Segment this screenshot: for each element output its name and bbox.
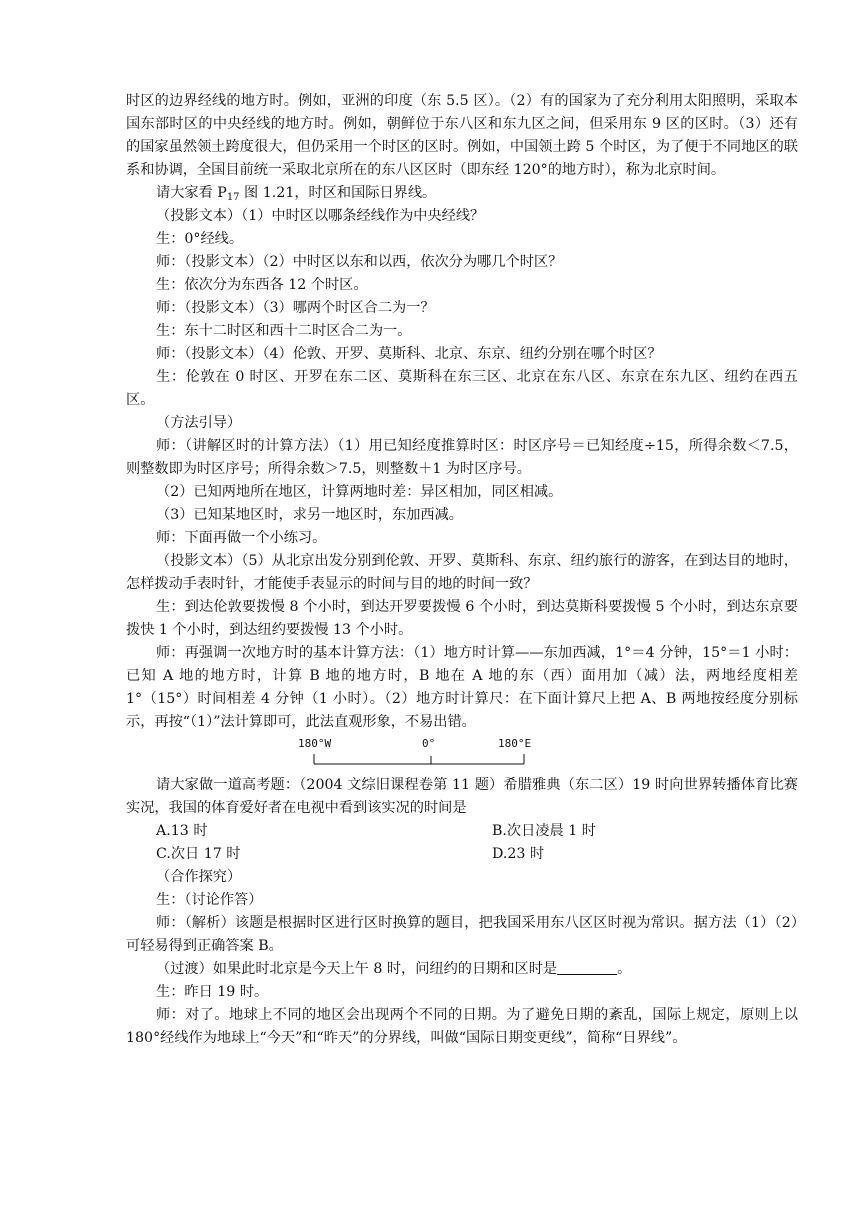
- line: 师：（投影文本）（2）中时区以东和以西，依次分为哪几个时区？: [156, 254, 563, 270]
- page-subscript: 17: [226, 192, 240, 203]
- line: （投影文本）（1）中时区以哪条经线作为中央经线？: [156, 208, 485, 224]
- paragraph-figure-ref: [126, 182, 798, 205]
- scale-label-180w: 180°W: [298, 737, 332, 750]
- transition-line: [126, 958, 798, 981]
- line: 生：伦敦在 0 时区、开罗在东二区、莫斯科在东三区、北京在东八区、东京在东九区、纽约在西五区。: [126, 369, 798, 408]
- line: 生：到达伦敦要拨慢 8 个小时，到达开罗要拨慢 6 个小时，到达莫斯科要拨慢 5 个小时，到达东京要拨快 1 个小时，到达纽约要拨慢 13 个小时。: [126, 599, 798, 638]
- paragraph-intro: 时区的边界经线的地方时。例如，亚洲的印度（东 5.5 区）。（2）有的国家为了充分利用太阳照明，采取本国东部时区的中央经线的地方时。例如，朝鲜位于东八区和东九区之间，但采用东 9 区的区时。（3）还有的国家虽然领土跨度很大，但仍采用一个时区的区时。例如，中国领土跨 5 个时区，为了便于不同地区的联系和协调，全国目前统一采取北京所在的东八区区时（即东经 120°的地方时），称为北京时间。: [126, 93, 798, 178]
- line: 生：依次分为东西各 12 个时区。: [156, 277, 368, 293]
- scale-line: [126, 734, 798, 774]
- option-c: C.次日 17 时: [156, 846, 241, 862]
- line: 师：（投影文本）（3）哪两个时区合二为一？: [156, 300, 435, 316]
- line: 生：东十二时区和西十二时区合二为一。: [156, 323, 412, 339]
- line: （2）已知两地所在地区，计算两地时差：异区相加，同区相减。: [156, 484, 563, 500]
- line: 师：再强调一次地方时的基本计算方法：（1）地方时计算——东加西减，1°＝4 分钟，15°＝1 小时：已知 A 地的地方时，计算 B 地的地方时，B 地在 A 地的东（西）面用加（减）法，两地经度相差 1°（15°）时间相差 4 分钟（1 小时）。（2）地方时计算尺：在下面计算尺上把 A、B 两地按经度分别标示，再按“（1）”法计算即可，此法直观形象，不易出错。: [126, 645, 798, 730]
- option-d: D.23 时: [492, 846, 545, 862]
- answer-blank: [557, 960, 617, 975]
- line: 生：昨日 19 时。: [156, 984, 269, 1000]
- fig-ref-text: 请大家看 P: [156, 185, 227, 201]
- scale-label-0: 0°: [422, 737, 436, 750]
- exam-question: 请大家做一道高考题：（2004 文综旧课程卷第 11 题）希腊雅典（东二区）19 时向世界转播体育比赛实况，我国的体育爱好者在电视中看到该实况的时间是: [126, 777, 798, 816]
- line: 师：下面再做一个小练习。: [156, 530, 327, 546]
- line: 生：（讨论作答）: [156, 892, 263, 908]
- transition-text: （过渡）如果此时北京是今天上午 8 时，问纽约的日期和区时是: [156, 961, 558, 977]
- line: 师：（解析）该题是根据时区进行区时换算的题目，把我国采用东八区区时视为常识。据方法（1）（2）可轻易得到正确答案 B。: [126, 915, 798, 954]
- document-page: [126, 90, 798, 1050]
- line: 生：0°经线。: [156, 231, 244, 247]
- line: 师：（讲解区时的计算方法）（1）用已知经度推算时区：时区序号＝已知经度÷15，所得余数＜7.5，则整数即为时区序号；所得余数＞7.5，则整数＋1 为时区序号。: [126, 438, 798, 477]
- line: 师：对了。地球上不同的地区会出现两个不同的日期。为了避免日期的紊乱，国际上规定，原则上以 180°经线作为地球上“今天”和“昨天”的分界线，叫做“国际日期变更线”，简称“日界线”。: [126, 1007, 798, 1046]
- option-a: A.13 时: [156, 823, 208, 839]
- line: （合作探究）: [156, 869, 242, 885]
- line: 师：（投影文本）（4）伦敦、开罗、莫斯科、北京、东京、纽约分别在哪个时区？: [156, 346, 662, 362]
- time-scale-ruler: [126, 734, 798, 774]
- line: （方法引导）: [156, 415, 242, 431]
- line: （投影文本）（5）从北京出发分别到伦敦、开罗、莫斯科、东京、纽约旅行的游客，在到达目的地时，怎样拨动手表时针，才能使手表显示的时间与目的地的时间一致？: [126, 553, 798, 592]
- option-b: B.次日凌晨 1 时: [492, 823, 596, 839]
- line: （3）已知某地区时，求另一地区时，东加西减。: [156, 507, 463, 523]
- fig-ref-text-end: 图 1.21，时区和国际日界线。: [239, 185, 437, 201]
- answer-options: [126, 820, 798, 866]
- transition-end: 。: [617, 961, 632, 977]
- scale-label-180e: 180°E: [498, 737, 532, 750]
